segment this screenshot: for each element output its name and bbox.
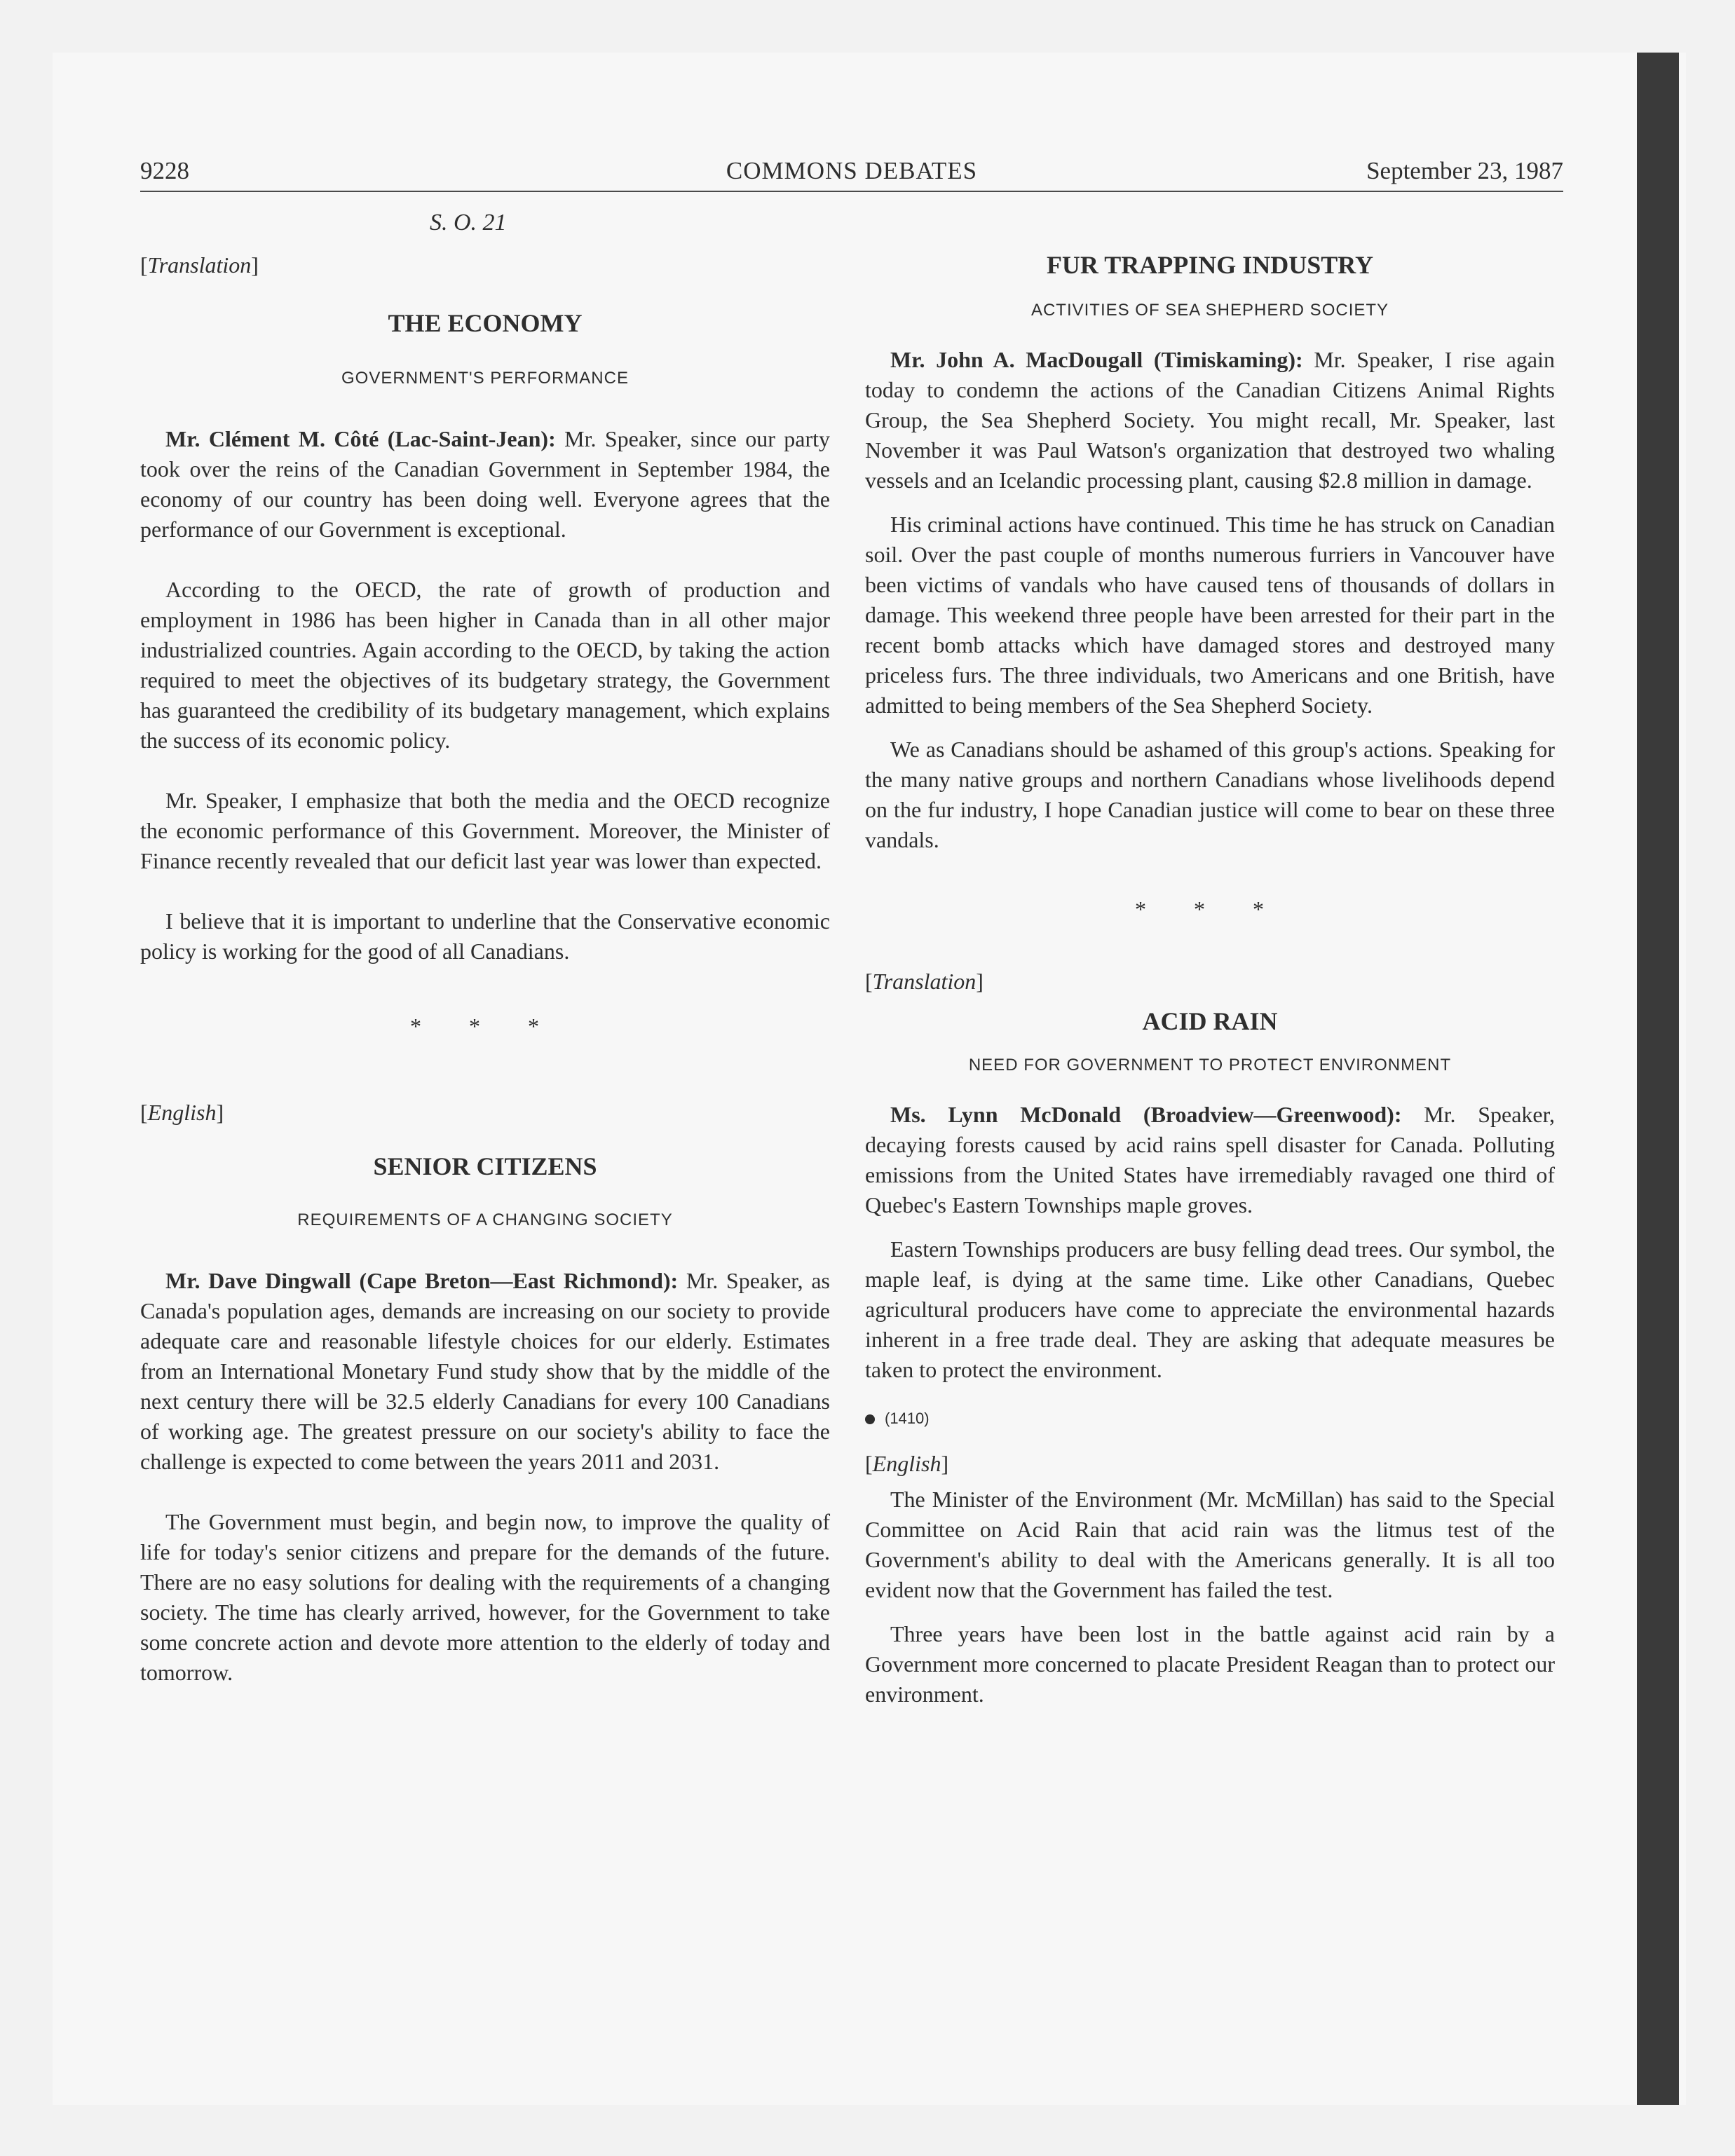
section-separator: * * * bbox=[410, 1014, 560, 1039]
standing-order: S. O. 21 bbox=[430, 210, 507, 236]
paragraph: Mr. Dave Dingwall (Cape Breton—East Richmond): Mr. Speaker, as Canada's population ages, demands are increasing on our society to provide adequate care and reasonable lifestyle choices for our elderly. Estimates from an International Monetary Fund study show that by the middle of the next century there will be 32.5 elderly Canadians for every 100 Canadians of working age. The greatest pressure on our society's ability to face the challenge is expected to come between the years 2011 and 2031. bbox=[140, 1268, 831, 1474]
paragraph: The Government must begin, and begin now, to improve the quality of life for today's senior citizens and prepare for the demands of the future. There are no easy solutions for dealing with the requirements of a changing society. The time has clearly arrived, however, for the Government to take some concrete action and devote more attention to the elderly of today and tomorrow. bbox=[140, 1509, 830, 1685]
paragraph: Mr. John A. MacDougall (Timiskaming): Mr. Speaker, I rise again today to condemn the actions of the Canadian Citizens Animal Rights Group, the Sea Shepherd Society. You might recall, Mr. Speaker, last November it was Paul Watson's organization that destroyed two whaling vessels and an Icelandic processing plant, causing $2.8 million in damage. bbox=[865, 347, 1556, 493]
section-heading-acid-rain: ACID RAIN bbox=[1142, 1007, 1278, 1035]
speaker-name: Ms. Lynn McDonald (Broadview—Greenwood): bbox=[890, 1102, 1402, 1127]
section-separator: * * * bbox=[1135, 896, 1285, 922]
left-column bbox=[140, 207, 830, 1688]
paragraph: The Minister of the Environment (Mr. McMillan) has said to the Special Committee on Acid Rain that acid rain was the litmus test of the Government's ability to deal with the Americans generally. It is all too evident now that the Government has failed the test. bbox=[865, 1487, 1555, 1602]
right-column bbox=[865, 249, 1555, 1710]
subheading-acid-rain: NEED FOR GOVERNMENT TO PROTECT ENVIRONMENT bbox=[968, 1056, 1452, 1074]
publication-title: COMMONS DEBATES bbox=[726, 157, 978, 184]
publication-date: September 23, 1987 bbox=[1366, 157, 1563, 184]
subheading-fur: ACTIVITIES OF SEA SHEPHERD SOCIETY bbox=[1030, 301, 1389, 320]
page-number: 9228 bbox=[140, 157, 189, 184]
bullet-icon bbox=[865, 1414, 875, 1424]
paragraph: Ms. Lynn McDonald (Broadview—Greenwood): Mr. Speaker, decaying forests caused by acid rains spell disaster for Canada. Polluting emissions from the United States have irremediably ravaged one third of Quebec's Eastern Townships maple groves. bbox=[865, 1102, 1556, 1217]
paragraph: I believe that it is important to underline that the Conservative economic policy is working for the good of all Canadians. bbox=[140, 908, 830, 964]
subheading-economy: GOVERNMENT'S PERFORMANCE bbox=[341, 369, 629, 388]
paragraph: Mr. Speaker, I emphasize that both the media and the OECD recognize the economic performance of this Government. Moreover, the Minister of Finance recently revealed that our deficit last year was lower than expected. bbox=[140, 788, 830, 873]
speaker-name: Mr. John A. MacDougall (Timiskaming): bbox=[890, 347, 1303, 372]
speaker-name: Mr. Clément M. Côté (Lac-Saint-Jean): bbox=[165, 426, 556, 451]
language-note: [English] bbox=[140, 1100, 224, 1125]
subheading-seniors: REQUIREMENTS OF A CHANGING SOCIETY bbox=[297, 1210, 673, 1229]
section-heading-economy: THE ECONOMY bbox=[388, 309, 583, 337]
translation-note: [Translation] bbox=[140, 252, 259, 278]
scan-edge-band bbox=[1637, 53, 1679, 2105]
paragraph: His criminal actions have continued. This time he has struck on Canadian soil. Over the past couple of months numerous furriers in Vancouver have been victims of vandals who have caused tens of thousands of dollars in damage. This weekend three people have been arrested for their part in the recent bomb attacks which have damaged stores and destroyed many priceless furs. The three individuals, two Americans and one British, have admitted to being members of the Sea Shepherd Society. bbox=[865, 512, 1555, 718]
paragraph: We as Canadians should be ashamed of this group's actions. Speaking for the many native groups and northern Canadians whose livelihoods depend on the fur industry, I hope Canadian justice will come to bear on these three vandals. bbox=[865, 737, 1555, 852]
section-heading-seniors: SENIOR CITIZENS bbox=[373, 1152, 597, 1180]
page-header bbox=[140, 156, 1563, 192]
translation-note: [Translation] bbox=[865, 969, 984, 994]
paragraph: According to the OECD, the rate of growth of production and employment in 1986 has been higher in Canada than in all other major industrialized countries. Again according to the OECD, by taking the action required to meet the objectives of its budgetary strategy, the Government has guaranteed the credibility of its budgetary management, which explains the success of its economic policy. bbox=[140, 577, 830, 753]
language-note: [English] bbox=[865, 1451, 949, 1476]
paragraph: Three years have been lost in the battle against acid rain by a Government more concerned to placate President Reagan than to protect our environment. bbox=[865, 1621, 1555, 1707]
speaker-name: Mr. Dave Dingwall (Cape Breton—East Richmond): bbox=[165, 1268, 679, 1293]
time-stamp: (1410) bbox=[865, 1403, 1555, 1433]
paragraph: Mr. Clément M. Côté (Lac-Saint-Jean): Mr. Speaker, since our party took over the reins of the Canadian Government in September 1984, the economy of our country has been doing well. Everyone agrees that the performance of our Government is exceptional. bbox=[140, 426, 831, 542]
section-heading-fur: FUR TRAPPING INDUSTRY bbox=[1046, 251, 1374, 279]
paragraph: Eastern Townships producers are busy felling dead trees. Our symbol, the maple leaf, is dying at the same time. Like other Canadians, Quebec agricultural producers have come to appreciate the environmental hazards inherent in a free trade deal. They are asking that adequate measures be taken to protect the environment. bbox=[865, 1236, 1555, 1382]
